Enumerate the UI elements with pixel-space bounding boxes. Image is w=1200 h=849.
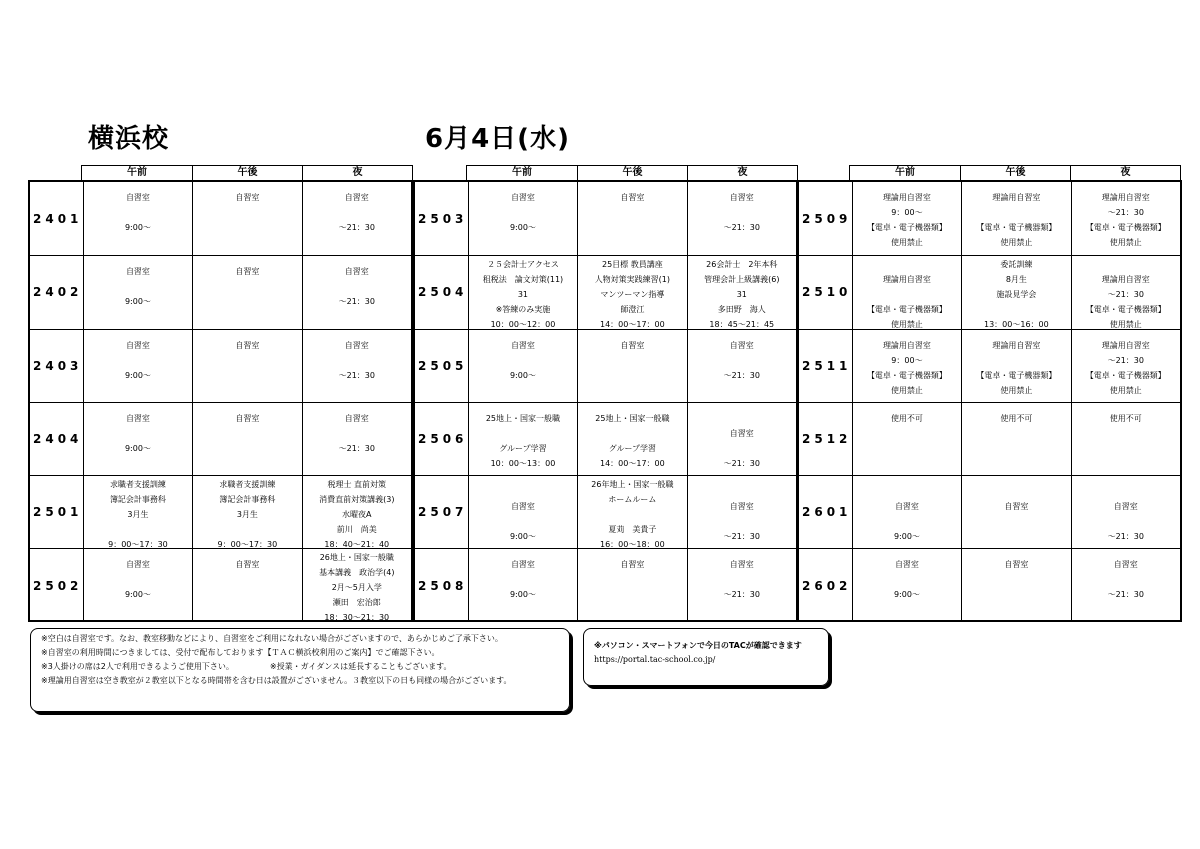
note-line: ※理論用自習室は空き教室が２教室以下となる時間帯を含む日は設置がございません。３教室以下の日も同様の場合がございます。 bbox=[41, 676, 512, 685]
room-number: 2503 bbox=[418, 211, 468, 226]
schedule-cell bbox=[83, 182, 192, 255]
room-number: 2601 bbox=[802, 505, 852, 520]
schedule-cell bbox=[468, 549, 577, 621]
cell-line: 自習室 bbox=[1113, 502, 1138, 512]
room-number: 2403 bbox=[33, 358, 83, 373]
notes-box bbox=[30, 628, 570, 712]
room-number: 2508 bbox=[418, 578, 468, 593]
cell-line: ～21：30 bbox=[1107, 590, 1144, 600]
cell-line bbox=[469, 426, 577, 441]
cell-line: ～21：30 bbox=[723, 223, 760, 232]
cell-line: 13：00～16：00 bbox=[984, 320, 1049, 330]
period-header bbox=[849, 165, 1181, 180]
cell-line: ※答練のみ実施 bbox=[495, 305, 551, 315]
cell-line: 自習室 bbox=[125, 193, 150, 202]
cell-line: 自習室 bbox=[1113, 560, 1138, 570]
cell-line: 自習室 bbox=[510, 502, 535, 512]
schedule-cell bbox=[961, 182, 1070, 255]
schedule-cell bbox=[852, 549, 961, 621]
cell-line: 使用禁止 bbox=[1000, 385, 1033, 395]
schedule-row bbox=[30, 475, 411, 548]
cell-line: 9：00～17：30 bbox=[108, 540, 168, 550]
cell-line: 使用不可 bbox=[1000, 413, 1033, 423]
cell-line bbox=[1072, 572, 1180, 587]
period-night: 夜 bbox=[302, 166, 412, 180]
cell-line: 理論用自習室 bbox=[992, 340, 1041, 350]
schedule-row bbox=[415, 548, 796, 621]
schedule-row bbox=[799, 548, 1180, 621]
cell-line: 9:00～ bbox=[124, 443, 151, 453]
cell-line: ～21：30 bbox=[1107, 290, 1144, 300]
cell-line: 求職者支援訓練 bbox=[109, 480, 166, 490]
cell-line: 3月生 bbox=[127, 510, 149, 520]
cell-line: 使用禁止 bbox=[1109, 385, 1142, 395]
schedule-cell bbox=[961, 403, 1070, 475]
cell-line: 理論用自習室 bbox=[1101, 193, 1150, 202]
cell-line bbox=[84, 572, 192, 587]
cell-line bbox=[688, 353, 796, 368]
cell-line: ～21：30 bbox=[723, 458, 760, 468]
schedule-cell bbox=[577, 256, 686, 328]
cell-line: 18：45～21：45 bbox=[709, 320, 775, 330]
cell-line bbox=[84, 353, 192, 368]
cell-line bbox=[853, 257, 961, 272]
cell-line: 9:00～ bbox=[124, 370, 151, 380]
cell-line: 16：00～18：00 bbox=[600, 540, 665, 550]
cell-line: 14：00～17：00 bbox=[600, 458, 665, 468]
cell-line: 使用不可 bbox=[890, 413, 923, 423]
schedule-cell bbox=[687, 403, 796, 475]
schedule-cell bbox=[577, 549, 686, 621]
cell-line: ～21：30 bbox=[723, 370, 760, 380]
period-header bbox=[466, 165, 798, 180]
cell-line: ～21：30 bbox=[338, 223, 375, 232]
cell-line: 自習室 bbox=[1004, 560, 1029, 570]
schedule-cell bbox=[302, 403, 411, 475]
schedule-cell bbox=[687, 256, 796, 328]
schedule-cell bbox=[468, 256, 577, 328]
cell-line bbox=[962, 484, 1070, 499]
schedule-cell bbox=[852, 256, 961, 328]
schedule-cell bbox=[1071, 330, 1180, 402]
cell-line: 【電卓・電子機器類】 bbox=[866, 370, 947, 380]
cell-line: 自習室 bbox=[620, 560, 645, 570]
schedule-cell bbox=[83, 256, 192, 328]
cell-line: 自習室 bbox=[125, 340, 150, 350]
cell-line: 9:00～ bbox=[509, 532, 536, 542]
school-title: 横浜校 bbox=[88, 124, 170, 154]
cell-line: 自習室 bbox=[1004, 502, 1029, 512]
schedule-cell bbox=[1071, 549, 1180, 621]
cell-line: 自習室 bbox=[125, 413, 150, 423]
schedule-cell bbox=[687, 476, 796, 548]
cell-line bbox=[303, 353, 411, 368]
cell-line bbox=[853, 484, 961, 499]
cell-line: 自習室 bbox=[125, 560, 150, 570]
cell-line: 31 bbox=[517, 290, 529, 300]
cell-line: 使用禁止 bbox=[1109, 320, 1142, 330]
room-number: 2402 bbox=[33, 285, 83, 300]
cell-line: 自習室 bbox=[344, 193, 369, 202]
cell-line: 自習室 bbox=[235, 560, 260, 570]
cell-line: 自習室 bbox=[125, 267, 150, 277]
schedule-row bbox=[799, 329, 1180, 402]
schedule-cell bbox=[687, 182, 796, 255]
schedule-cell bbox=[302, 182, 411, 255]
cell-line: 自習室 bbox=[729, 560, 754, 570]
room-number: 2509 bbox=[802, 211, 852, 226]
cell-line: 使用禁止 bbox=[1109, 238, 1142, 247]
schedule-row bbox=[30, 329, 411, 402]
schedule-row bbox=[415, 329, 796, 402]
cell-line: 自習室 bbox=[344, 340, 369, 350]
cell-line: 10：00～13：00 bbox=[490, 458, 556, 468]
cell-line: 自習室 bbox=[729, 502, 754, 512]
cell-line: 自習室 bbox=[729, 193, 754, 202]
schedule-cell bbox=[83, 403, 192, 475]
cell-line: ～21：30 bbox=[1107, 355, 1144, 365]
schedule-cell bbox=[83, 476, 192, 548]
schedule-cell bbox=[577, 403, 686, 475]
schedule-row bbox=[30, 548, 411, 621]
cell-line: 多田野 海人 bbox=[717, 305, 766, 315]
cell-line bbox=[84, 522, 192, 537]
cell-line: 税理士 直前対策 bbox=[327, 480, 387, 490]
info-box bbox=[583, 628, 829, 686]
schedule-cell bbox=[852, 476, 961, 548]
period-night: 夜 bbox=[1070, 166, 1180, 180]
cell-line: 瀬田 宏治郎 bbox=[332, 598, 381, 608]
cell-line bbox=[303, 205, 411, 220]
cell-line: ～21：30 bbox=[1107, 532, 1144, 542]
info-heading: ※パソコン・スマートフォンで今日のTACが確認できます bbox=[594, 641, 802, 650]
cell-line: 9:00～ bbox=[893, 590, 920, 600]
room-number: 2502 bbox=[33, 578, 83, 593]
cell-line: 自習室 bbox=[894, 560, 919, 570]
cell-line: 8月生 bbox=[1005, 275, 1027, 285]
schedule-cell bbox=[577, 330, 686, 402]
room-number: 2504 bbox=[418, 285, 468, 300]
cell-line bbox=[84, 426, 192, 441]
cell-line bbox=[962, 353, 1070, 368]
cell-line: 自習室 bbox=[344, 267, 369, 277]
room-number: 2501 bbox=[33, 505, 83, 520]
cell-line: 9:00～ bbox=[509, 370, 536, 380]
cell-line: 【電卓・電子機器類】 bbox=[976, 223, 1057, 232]
cell-line bbox=[84, 205, 192, 220]
cell-line: 【電卓・電子機器類】 bbox=[866, 223, 947, 232]
cell-line: 求職者支援訓練 bbox=[219, 480, 276, 490]
schedule-cell bbox=[83, 330, 192, 402]
cell-line: マンツーマン指導 bbox=[600, 290, 665, 300]
cell-line: 基本講義 政治学(4) bbox=[319, 568, 395, 578]
schedule-block bbox=[413, 180, 798, 622]
cell-line: 自習室 bbox=[344, 413, 369, 423]
schedule-row bbox=[799, 402, 1180, 475]
cell-line: 2月～5月入学 bbox=[331, 583, 382, 593]
cell-line bbox=[469, 484, 577, 499]
cell-line: 夏苅 美貴子 bbox=[608, 525, 657, 535]
cell-line: 使用不可 bbox=[1109, 413, 1142, 423]
period-afternoon: 午後 bbox=[192, 166, 302, 180]
schedule-cell bbox=[83, 549, 192, 621]
cell-line: ２５会計士アクセス bbox=[487, 260, 559, 270]
cell-line: 自習室 bbox=[729, 340, 754, 350]
cell-line: 25地上・国家一般職 bbox=[595, 413, 670, 423]
cell-line: 使用禁止 bbox=[890, 385, 923, 395]
cell-line bbox=[1072, 514, 1180, 529]
period-morning: 午前 bbox=[895, 167, 915, 178]
note-line: ※空白は自習室です。なお、教室移動などにより、自習室をご利用になれない場合がございますので、あらかじめご了承下さい。 bbox=[41, 634, 503, 643]
cell-line: 委託訓練 bbox=[1000, 260, 1033, 270]
cell-line bbox=[303, 426, 411, 441]
cell-line: 理論用自習室 bbox=[1101, 340, 1150, 350]
cell-line: 26会計士 2年本科 bbox=[706, 260, 778, 270]
cell-line: 前川 尚美 bbox=[336, 525, 377, 535]
schedule-cell bbox=[192, 256, 301, 328]
cell-line: 理論用自習室 bbox=[882, 193, 931, 202]
cell-line: ～21：30 bbox=[338, 443, 375, 453]
cell-line bbox=[84, 279, 192, 294]
room-number: 2512 bbox=[802, 432, 852, 447]
cell-line: 施設見学会 bbox=[996, 290, 1037, 300]
schedule-cell bbox=[192, 403, 301, 475]
schedule-block bbox=[797, 180, 1182, 622]
schedule-cell bbox=[468, 330, 577, 402]
cell-line bbox=[962, 302, 1070, 317]
schedule-cell bbox=[192, 476, 301, 548]
cell-line: 18：30～21：30 bbox=[324, 613, 390, 623]
schedule-row bbox=[30, 255, 411, 328]
cell-line: 自習室 bbox=[235, 193, 260, 202]
cell-line: 自習室 bbox=[620, 340, 645, 350]
room-number: 2507 bbox=[418, 505, 468, 520]
schedule-cell bbox=[468, 403, 577, 475]
cell-line: 自習室 bbox=[894, 502, 919, 512]
note-line: ※3人掛けの席は2人で利用できるようご使用下さい。 ※授業・ガイダンスは延長することもございます。 bbox=[41, 662, 452, 671]
portal-url[interactable]: https://portal.tac-school.co.jp/ bbox=[594, 655, 716, 664]
cell-line: 自習室 bbox=[235, 340, 260, 350]
cell-line: 26地上・国家一般職 bbox=[319, 553, 394, 563]
cell-line: 【電卓・電子機器類】 bbox=[1085, 223, 1166, 232]
schedule-row bbox=[415, 182, 796, 255]
cell-line bbox=[193, 522, 301, 537]
cell-line bbox=[688, 441, 796, 456]
cell-line bbox=[688, 411, 796, 426]
cell-line: グループ学習 bbox=[499, 443, 547, 453]
schedule-row bbox=[415, 475, 796, 548]
schedule-block bbox=[28, 180, 413, 622]
cell-line: 理論用自習室 bbox=[1101, 275, 1150, 285]
cell-line: 使用禁止 bbox=[890, 320, 923, 330]
room-number: 2511 bbox=[802, 358, 852, 373]
schedule-row bbox=[799, 255, 1180, 328]
schedule-cell bbox=[852, 330, 961, 402]
schedule-cell bbox=[577, 182, 686, 255]
cell-line: 理論用自習室 bbox=[882, 340, 931, 350]
cell-line: 9:00～ bbox=[509, 223, 536, 232]
cell-line: グループ学習 bbox=[608, 443, 657, 453]
cell-line bbox=[688, 484, 796, 499]
cell-line: ～21：30 bbox=[723, 590, 760, 600]
cell-line: 9:00～ bbox=[124, 223, 151, 232]
cell-line: 9:00～ bbox=[124, 297, 151, 307]
cell-line: 師澄江 bbox=[620, 305, 645, 315]
cell-line: 自習室 bbox=[729, 428, 754, 438]
cell-line bbox=[962, 205, 1070, 220]
schedule-cell bbox=[1071, 256, 1180, 328]
schedule-cell bbox=[302, 476, 411, 548]
cell-line: 消費直前対策講義(3) bbox=[319, 495, 395, 505]
schedule-cell bbox=[1071, 403, 1180, 475]
period-night: 夜 bbox=[687, 166, 797, 180]
cell-line bbox=[469, 205, 577, 220]
schedule-cell bbox=[192, 182, 301, 255]
cell-line: 管理会計上級講義(6) bbox=[704, 275, 780, 285]
cell-line: 9:00～ bbox=[893, 532, 920, 542]
cell-line bbox=[578, 507, 686, 522]
cell-line: 【電卓・電子機器類】 bbox=[1085, 370, 1166, 380]
schedule-cell bbox=[302, 549, 411, 621]
schedule-cell bbox=[852, 182, 961, 255]
schedule-cell bbox=[852, 403, 961, 475]
cell-line: 14：00～17：00 bbox=[600, 320, 665, 330]
date-title: 6月4日(水) bbox=[425, 124, 570, 154]
schedule-cell bbox=[961, 330, 1070, 402]
cell-line: 【電卓・電子機器類】 bbox=[1085, 305, 1166, 315]
cell-line: 人物対策実践練習(1) bbox=[594, 275, 671, 285]
cell-line bbox=[1072, 257, 1180, 272]
room-number: 2404 bbox=[33, 432, 83, 447]
cell-line: 3月生 bbox=[236, 510, 258, 520]
cell-line: 自習室 bbox=[235, 413, 260, 423]
schedule-row bbox=[415, 255, 796, 328]
schedule-cell bbox=[961, 549, 1070, 621]
cell-line bbox=[469, 514, 577, 529]
schedule-cell bbox=[468, 182, 577, 255]
cell-line bbox=[853, 572, 961, 587]
cell-line: 25目標 教員講座 bbox=[602, 260, 663, 270]
period-header bbox=[81, 165, 413, 180]
schedule-cell bbox=[961, 476, 1070, 548]
schedule-cell bbox=[468, 476, 577, 548]
cell-line bbox=[469, 572, 577, 587]
cell-line: 9:00～ bbox=[124, 590, 151, 600]
cell-line: 9：00～17：30 bbox=[217, 540, 278, 550]
cell-line: 自習室 bbox=[620, 193, 645, 202]
cell-line: 26年地上・国家一般職 bbox=[591, 480, 674, 490]
cell-line: 25地上・国家一般職 bbox=[485, 413, 561, 423]
cell-line: 【電卓・電子機器類】 bbox=[976, 370, 1057, 380]
period-afternoon: 午後 bbox=[577, 166, 687, 180]
cell-line: 31 bbox=[736, 290, 747, 300]
cell-line: 水曜夜A bbox=[342, 510, 372, 520]
cell-line bbox=[853, 287, 961, 302]
schedule-cell bbox=[192, 330, 301, 402]
cell-line bbox=[688, 514, 796, 529]
cell-line: 理論用自習室 bbox=[882, 275, 931, 285]
cell-line bbox=[853, 514, 961, 529]
cell-line bbox=[578, 426, 686, 441]
schedule-row bbox=[799, 475, 1180, 548]
cell-line: 自習室 bbox=[510, 193, 535, 202]
cell-line: 9：00～ bbox=[891, 208, 923, 217]
schedule-cell bbox=[961, 256, 1070, 328]
schedule-row bbox=[415, 402, 796, 475]
schedule-row bbox=[30, 402, 411, 475]
cell-line: 使用禁止 bbox=[1000, 238, 1033, 247]
cell-line bbox=[688, 572, 796, 587]
period-morning: 午前 bbox=[127, 167, 147, 178]
cell-line: 簿記会計事務科 bbox=[219, 495, 276, 505]
schedule-cell bbox=[1071, 476, 1180, 548]
period-morning: 午前 bbox=[512, 167, 532, 178]
schedule-cell bbox=[687, 330, 796, 402]
note-line: ※自習室の利用時間につきましては、受付で配布しております【ＴＡＣ横浜校利用のご案内】でご確認下さい。 bbox=[41, 648, 440, 657]
cell-line: 9：00～ bbox=[891, 355, 923, 365]
room-number: 2401 bbox=[33, 211, 83, 226]
cell-line: 10：00～12：00 bbox=[490, 320, 556, 330]
schedule-cell bbox=[577, 476, 686, 548]
room-number: 2506 bbox=[418, 432, 468, 447]
schedule-cell bbox=[302, 330, 411, 402]
cell-line: 理論用自習室 bbox=[992, 193, 1041, 202]
period-afternoon: 午後 bbox=[960, 166, 1070, 180]
cell-line: 自習室 bbox=[235, 267, 260, 277]
room-number: 2510 bbox=[802, 285, 852, 300]
cell-line bbox=[303, 279, 411, 294]
cell-line: ～21：30 bbox=[1107, 208, 1144, 217]
cell-line: ～21：30 bbox=[338, 370, 375, 380]
cell-line: 自習室 bbox=[510, 340, 535, 350]
cell-line bbox=[688, 205, 796, 220]
schedule-cell bbox=[1071, 182, 1180, 255]
cell-line: 18：40～21：40 bbox=[324, 540, 390, 550]
cell-line: 9:00～ bbox=[509, 590, 536, 600]
cell-line: 自習室 bbox=[510, 560, 535, 570]
schedule-cell bbox=[192, 549, 301, 621]
cell-line: ホームルーム bbox=[608, 495, 657, 505]
cell-line bbox=[1072, 484, 1180, 499]
cell-line: 【電卓・電子機器類】 bbox=[866, 305, 947, 315]
cell-line: ～21：30 bbox=[723, 532, 760, 542]
schedule-row bbox=[30, 182, 411, 255]
schedule-cell bbox=[302, 256, 411, 328]
schedule-row bbox=[799, 182, 1180, 255]
cell-line: 簿記会計事務科 bbox=[109, 495, 166, 505]
schedule-cell bbox=[687, 549, 796, 621]
room-number: 2505 bbox=[418, 358, 468, 373]
cell-line: 使用禁止 bbox=[890, 238, 923, 247]
cell-line bbox=[469, 353, 577, 368]
room-number: 2602 bbox=[802, 578, 852, 593]
cell-line: 租税法 論文対策(11) bbox=[482, 275, 564, 285]
cell-line: ～21：30 bbox=[338, 297, 375, 307]
